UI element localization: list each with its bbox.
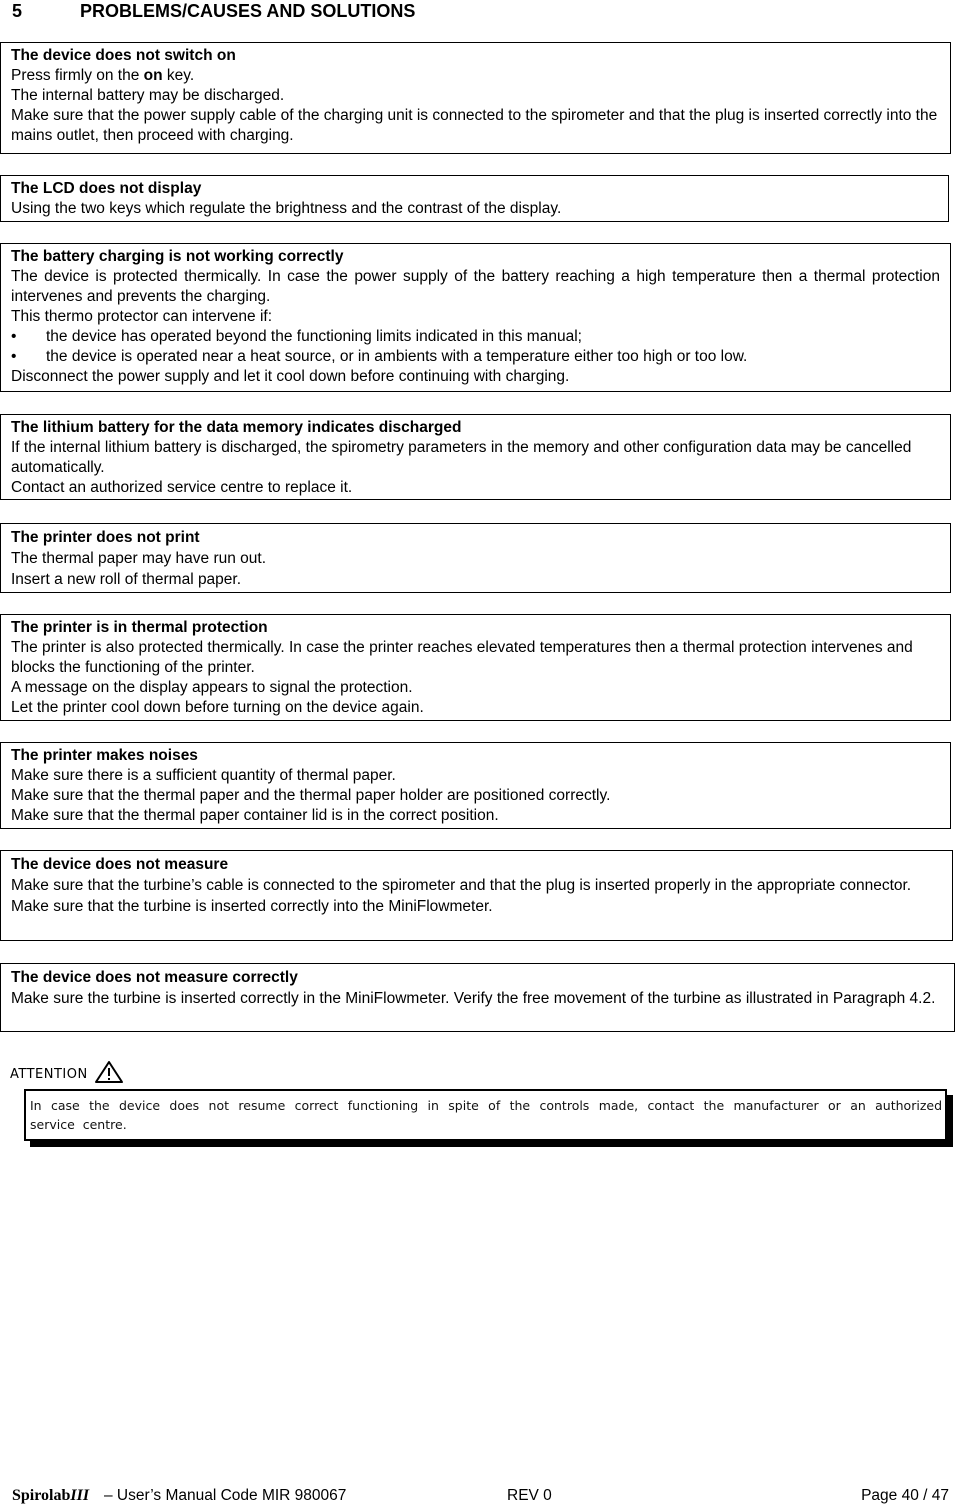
problem-title: The printer is in thermal protection <box>11 619 268 636</box>
solution-text: The internal battery may be discharged. <box>11 87 285 104</box>
attention-heading <box>10 1060 124 1088</box>
section-heading <box>12 0 415 22</box>
solution-text: If the internal lithium battery is discharged, the spirometry parameters in the memory and other configuration data may be cancelled automatically. <box>11 439 912 476</box>
list-item-text: the device is operated near a heat source, or in ambients with a temperature either too high or too low. <box>46 348 748 365</box>
solution-text: This thermo protector can intervene if: <box>11 308 273 325</box>
list-item <box>11 347 940 367</box>
solution-text: Disconnect the power supply and let it cool down before continuing with charging. <box>11 368 570 385</box>
list-item <box>11 327 940 347</box>
solution-text-post: key. <box>162 67 195 84</box>
problem-title: The lithium battery for the data memory indicates discharged <box>11 419 462 436</box>
solution-text: Make sure that the turbine’s cable is connected to the spirometer and that the plug is inserted properly in the appropriate connector. <box>11 877 912 894</box>
solution-text: Using the two keys which regulate the brightness and the contrast of the display. <box>11 200 562 217</box>
attention-text: In case the device does not resume correct functioning in spite of the controls made, contact the manufacturer or an authorized service centre. <box>30 1098 942 1132</box>
warning-triangle-icon <box>94 1060 124 1088</box>
solution-text: The device is protected thermically. In case the power supply of the battery reaching a high temperature then a thermal protection intervenes and prevents the charging. <box>11 268 940 305</box>
problem-title: The LCD does not display <box>11 180 202 197</box>
problem-title: The device does not switch on <box>11 47 236 64</box>
list-item-text: the device has operated beyond the functioning limits indicated in this manual; <box>46 328 582 345</box>
solution-text: Make sure that the power supply cable of the charging unit is connected to the spirometer and that the plug is inserted correctly into the mains outlet, then proceed with charging. <box>11 107 938 144</box>
solution-text <box>11 66 940 86</box>
footer-revision: REV 0 <box>507 1487 552 1504</box>
solution-text: A message on the display appears to signal the protection. <box>11 679 413 696</box>
problem-box-battery-charging <box>0 243 951 392</box>
section-title: PROBLEMS/CAUSES AND SOLUTIONS <box>80 1 416 21</box>
problem-title: The printer makes noises <box>11 747 198 764</box>
problem-box-switch-on <box>0 42 951 154</box>
problem-title: The device does not measure <box>11 856 229 873</box>
brand-suffix: III <box>70 1487 90 1504</box>
bullet-marker: • <box>11 328 17 345</box>
solution-text: Make sure that the thermal paper and the thermal paper holder are positioned correctly. <box>11 787 611 804</box>
page-footer <box>0 1486 956 1506</box>
problem-box-printer-thermal <box>0 614 951 721</box>
solution-text: Insert a new roll of thermal paper. <box>11 571 242 588</box>
problem-box-measure-incorrect <box>0 963 955 1032</box>
footer-page-number: Page 40 / 47 <box>861 1487 949 1504</box>
problem-box-lcd <box>0 175 949 222</box>
solution-text: The thermal paper may have run out. <box>11 550 267 567</box>
solution-text: Make sure there is a sufficient quantity of thermal paper. <box>11 767 396 784</box>
problem-title: The battery charging is not working correctly <box>11 248 344 265</box>
problem-title: The printer does not print <box>11 529 200 546</box>
solution-text: Make sure that the thermal paper container lid is in the correct position. <box>11 807 499 824</box>
footer-brand <box>12 1486 89 1506</box>
attention-box <box>24 1089 947 1141</box>
solution-text: Make sure the turbine is inserted correctly in the MiniFlowmeter. Verify the free movement of the turbine as illustrated in Paragraph 4.2. <box>11 990 936 1007</box>
brand-name: SpirolabIII <box>12 1487 90 1504</box>
problem-box-lithium-battery <box>0 414 951 500</box>
footer-manual-code: – User’s Manual Code MIR 980067 <box>104 1487 347 1504</box>
problem-box-printer-noises <box>0 742 951 829</box>
problem-box-printer-no-print <box>0 523 951 593</box>
solution-text: Make sure that the turbine is inserted correctly into the MiniFlowmeter. <box>11 898 493 915</box>
attention-label: ATTENTION <box>10 1066 88 1082</box>
solution-text-pre: Press firmly on the <box>11 67 144 84</box>
problem-title: The device does not measure correctly <box>11 969 298 986</box>
solution-text: The printer is also protected thermically. In case the printer reaches elevated temperatures then a thermal protection intervenes and blocks the functioning of the printer. <box>11 639 913 676</box>
section-number: 5 <box>12 1 23 21</box>
solution-text: Contact an authorized service centre to replace it. <box>11 479 353 496</box>
bullet-marker: • <box>11 348 17 365</box>
solution-text: Let the printer cool down before turning on the device again. <box>11 699 424 716</box>
problem-box-no-measure <box>0 850 953 941</box>
on-key-label: on <box>143 67 163 84</box>
